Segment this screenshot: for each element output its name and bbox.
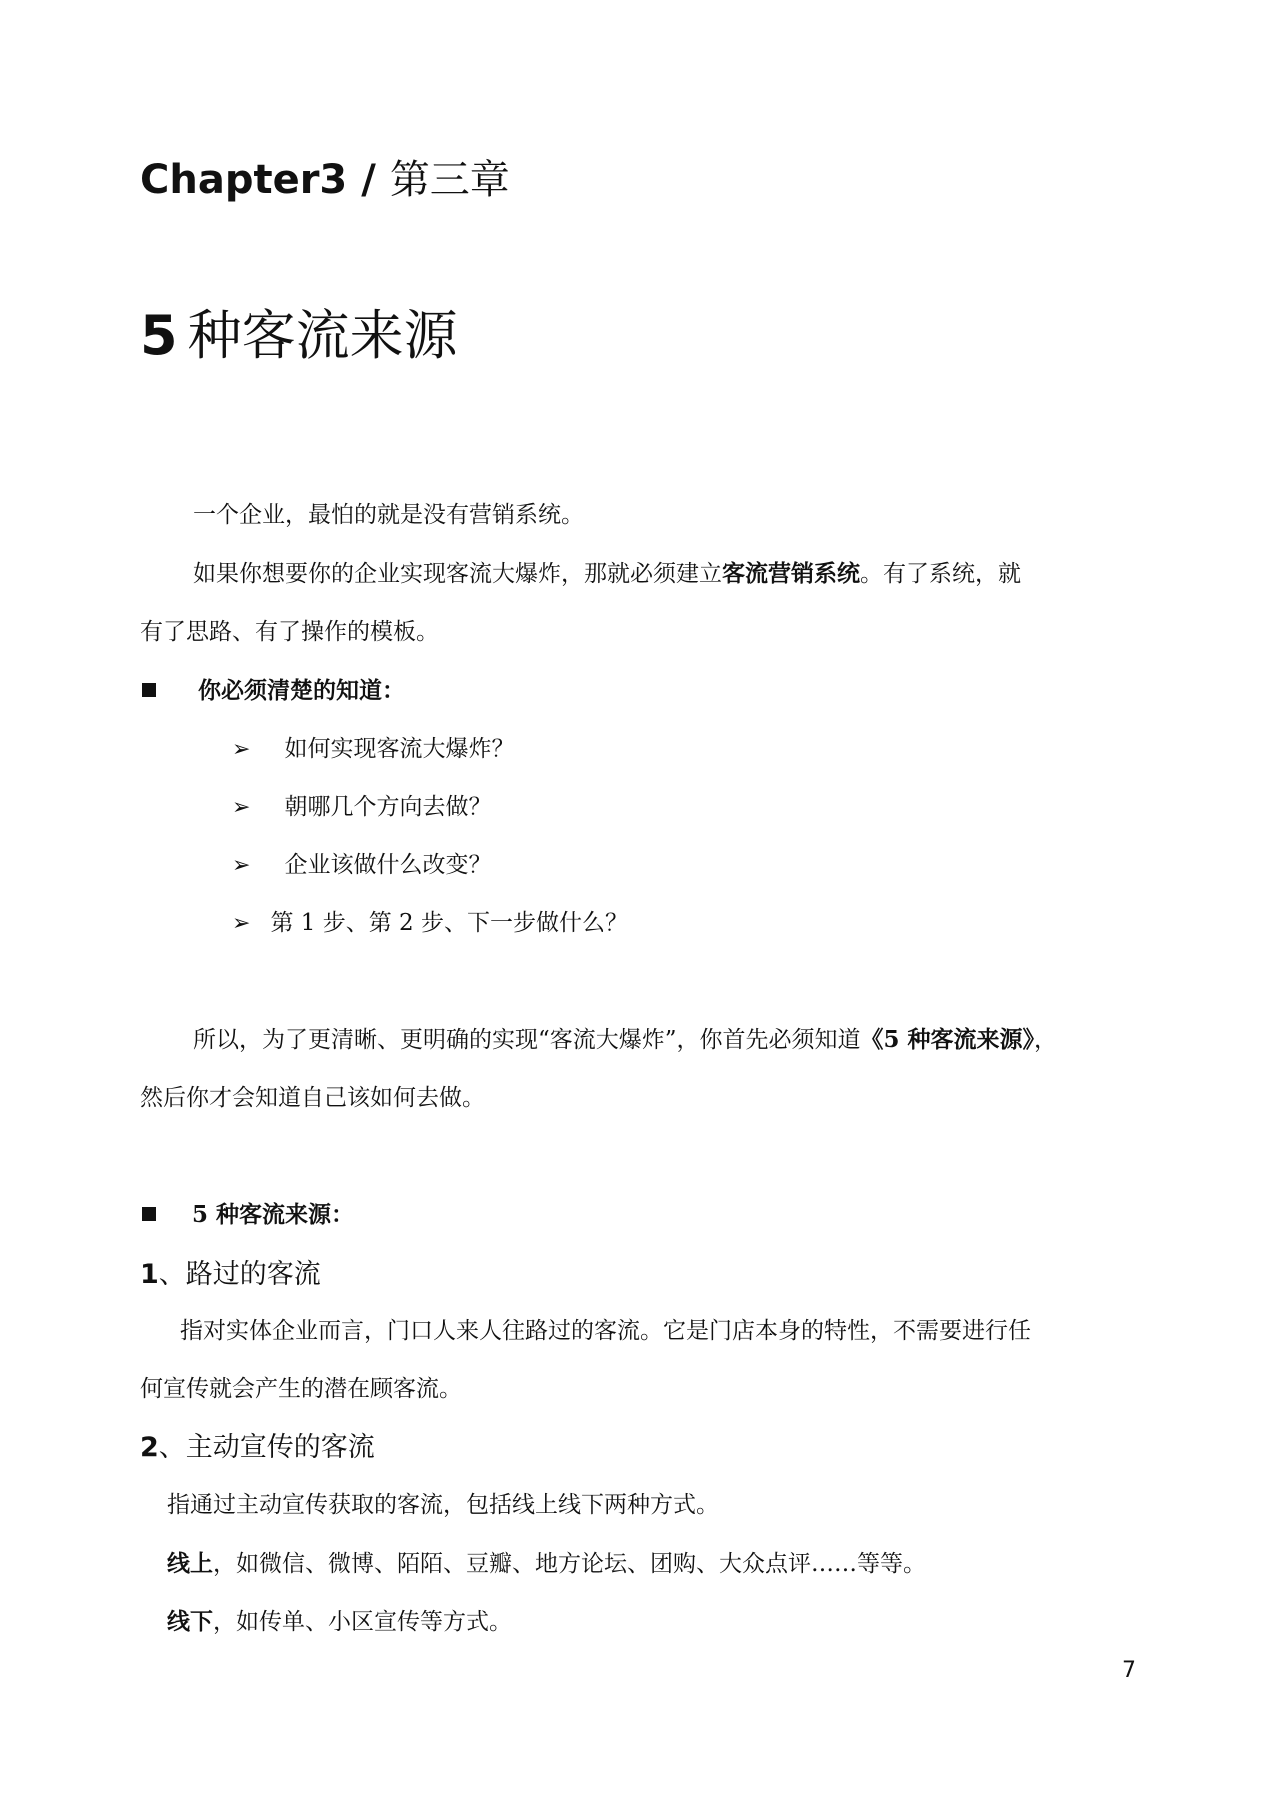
title-text: 种客流来源 — [187, 304, 458, 367]
intro-p2-end: 。有了系统，就 — [860, 561, 1021, 587]
sources-heading-text: 5 种客流来源： — [192, 1201, 355, 1228]
section-1-number: 1 — [140, 1259, 159, 1290]
intro-p2-emphasis: 客流营销系统 — [722, 560, 860, 587]
intro-paragraph-2 — [193, 559, 1021, 589]
list-item-text: 企业该做什么改变？ — [284, 852, 492, 878]
online-text: ，如微信、微博、陌陌、豆瓣、地方论坛、团购、大众点评……等等。 — [213, 1551, 926, 1577]
know-heading-text: 你必须清楚的知道： — [198, 677, 405, 704]
page-title — [140, 298, 458, 374]
intro-paragraph-1: 一个企业，最怕的就是没有营销系统。 — [193, 502, 584, 528]
chapter-heading — [140, 150, 510, 210]
section-1-heading — [140, 1257, 321, 1293]
list-item-text: 第 1 步、第 2 步、下一步做什么？ — [270, 910, 628, 936]
online-label: 线上 — [167, 1550, 213, 1577]
list-item — [232, 734, 514, 765]
title-number: 5 — [140, 304, 178, 367]
section-2-heading — [140, 1430, 375, 1466]
arrow-bullet-icon: ➢ — [232, 911, 251, 936]
list-item — [232, 850, 491, 881]
online-line — [167, 1549, 926, 1579]
chapter-label-zh: 第三章 — [389, 157, 510, 203]
section-2-number: 2 — [140, 1432, 159, 1463]
list-item-text: 如何实现客流大爆炸？ — [284, 736, 515, 762]
list-item-text: 朝哪几个方向去做？ — [284, 794, 492, 820]
list-item — [232, 792, 491, 823]
offline-label: 线下 — [167, 1608, 213, 1635]
section-2-body: 指通过主动宣传获取的客流，包括线上线下两种方式。 — [167, 1492, 719, 1518]
offline-text: ，如传单、小区宣传等方式。 — [213, 1609, 512, 1635]
arrow-bullet-icon: ➢ — [232, 795, 251, 820]
section-2-title: 、主动宣传的客流 — [158, 1432, 375, 1463]
arrow-bullet-icon: ➢ — [232, 853, 251, 878]
square-bullet-icon — [142, 683, 156, 697]
conclusion-emphasis: 《5 种客流来源》 — [860, 1026, 1035, 1053]
conclusion-line-2: 然后你才会知道自己该如何去做。 — [140, 1085, 485, 1111]
arrow-bullet-icon: ➢ — [232, 737, 251, 762]
list-item — [232, 908, 628, 939]
conclusion-line-1 — [193, 1025, 1057, 1055]
intro-p2-start: 如果你想要你的企业实现客流大爆炸，那就必须建立 — [193, 561, 722, 587]
offline-line — [167, 1607, 512, 1637]
know-heading — [142, 676, 405, 706]
conclusion-end: ， — [1034, 1027, 1058, 1053]
chapter-label-en: Chapter3 / — [140, 157, 376, 203]
square-bullet-icon — [142, 1207, 156, 1221]
page-number: 7 — [1122, 1658, 1136, 1683]
intro-paragraph-2-line2: 有了思路、有了操作的模板。 — [140, 619, 439, 645]
conclusion-start: 所以，为了更清晰、更明确的实现“客流大爆炸”，你首先必须知道 — [193, 1027, 861, 1053]
section-1-title: 、路过的客流 — [158, 1259, 321, 1290]
section-1-body-line-2: 何宣传就会产生的潜在顾客流。 — [140, 1376, 462, 1402]
sources-heading — [142, 1200, 354, 1230]
section-1-body-line-1: 指对实体企业而言，门口人来人往路过的客流。它是门店本身的特性，不需要进行任 — [180, 1318, 1031, 1344]
